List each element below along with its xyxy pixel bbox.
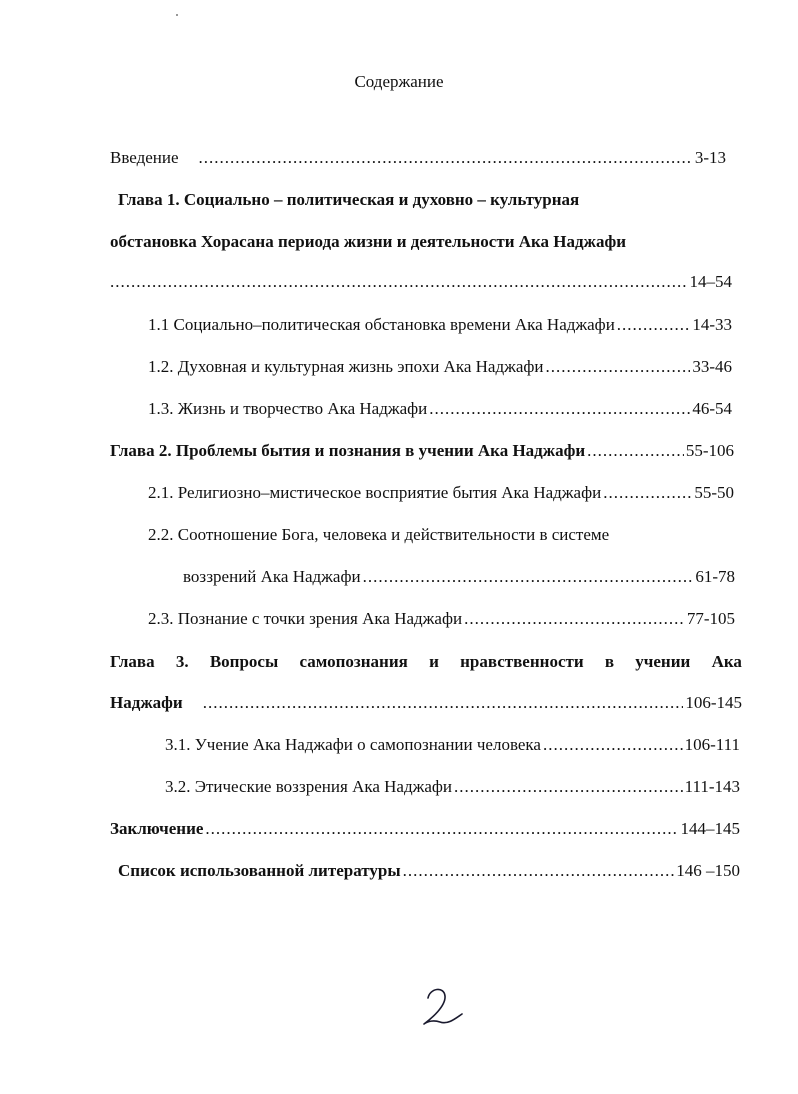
toc-pages: 144–145 [680, 819, 740, 838]
toc-label: воззрений Ака Наджафи [183, 567, 361, 586]
dot-leader [546, 357, 691, 377]
dot-leader [203, 693, 684, 713]
chapter-3-word: самопознания [299, 652, 408, 671]
toc-label: Список использованной литературы [118, 861, 401, 880]
toc-entry-chapter-3-line-2 [110, 693, 742, 717]
dot-leader [403, 861, 675, 881]
dot-leader [617, 315, 691, 335]
toc-entry-section-2-3 [148, 609, 735, 633]
toc-label: 1.2. Духовная и культурная жизнь эпохи Ака Наджафи [148, 357, 544, 376]
dot-leader [543, 735, 683, 755]
toc-pages: 77-105 [686, 609, 735, 628]
toc-label: Введение [110, 148, 179, 167]
toc-pages: 14–54 [689, 272, 732, 291]
toc-pages: 33-46 [692, 357, 732, 376]
toc-entry-chapter-2 [110, 441, 734, 465]
chapter-3-word: и [429, 652, 439, 671]
chapter-3-word: Вопросы [209, 652, 279, 671]
toc-pages: 55-50 [694, 483, 734, 502]
chapter-3-word: учении [635, 652, 691, 671]
chapter-3-word: Глава [110, 652, 155, 671]
chapter-3-word: Ака [711, 652, 742, 671]
chapter-1-title-line-2: обстановка Хорасана периода жизни и деятельности Ака Наджафи [110, 232, 627, 251]
toc-label: 3.2. Этические воззрения Ака Наджафи [165, 777, 453, 796]
toc-label: 2.3. Познание с точки зрения Ака Наджафи [148, 609, 463, 628]
toc-label: Наджафи [110, 693, 183, 712]
toc-label: Глава 2. Проблемы бытия и познания в учении Ака Наджафи [110, 441, 586, 460]
toc-pages: 3-13 [694, 148, 726, 167]
page-title: Содержание [354, 72, 444, 91]
toc-entry-section-1-2 [148, 357, 732, 381]
chapter-3-word: 3. [175, 652, 189, 671]
dot-leader [603, 483, 692, 503]
toc-entry-section-3-2 [165, 777, 740, 801]
scan-speck [176, 14, 178, 16]
toc-entry-chapter-1-pages [110, 272, 732, 296]
chapter-3-word: нравственности [460, 652, 584, 671]
toc-pages: 111-143 [684, 777, 740, 796]
toc-pages: 106-145 [685, 693, 742, 712]
toc-entry-intro [110, 148, 726, 172]
chapter-3-word: в [604, 652, 615, 671]
handwritten-page-number [418, 984, 468, 1030]
toc-pages: 106-111 [684, 735, 740, 754]
toc-entry-conclusion [110, 819, 740, 843]
dot-leader [205, 819, 678, 839]
dot-leader [110, 272, 688, 292]
toc-label: 2.1. Религиозно–мистическое восприятие бытия Ака Наджафи [148, 483, 602, 502]
toc-pages: 146 –150 [676, 861, 740, 880]
toc-label: 1.3. Жизнь и творчество Ака Наджафи [148, 399, 428, 418]
toc-label: 3.1. Учение Ака Наджафи о самопознании человека [165, 735, 541, 754]
dot-leader [429, 399, 690, 419]
toc-label: Заключение [110, 819, 204, 838]
toc-entry-section-2-1 [148, 483, 734, 507]
toc-entry-section-1-3 [148, 399, 732, 423]
toc-entry-references [118, 861, 740, 885]
toc-pages: 61-78 [695, 567, 735, 586]
toc-pages: 55-106 [685, 441, 734, 460]
dot-leader [454, 777, 683, 797]
dot-leader [464, 609, 685, 629]
toc-entry-section-1-1 [148, 315, 732, 339]
chapter-1-title-line-1: Глава 1. Социально – политическая и духовно – культурная [118, 190, 580, 209]
toc-entry-section-2-2-line-1: 2.2. Соотношение Бога, человека и действительности в системе [148, 525, 610, 544]
dot-leader [199, 148, 693, 168]
toc-entry-section-2-2-line-2 [183, 567, 735, 591]
chapter-3-title-line-1 [110, 652, 742, 672]
toc-pages: 46-54 [692, 399, 732, 418]
toc-entry-section-3-1 [165, 735, 740, 759]
toc-pages: 14-33 [692, 315, 732, 334]
dot-leader [587, 441, 684, 461]
toc-label: 1.1 Социально–политическая обстановка времени Ака Наджафи [148, 315, 615, 334]
dot-leader [363, 567, 694, 587]
